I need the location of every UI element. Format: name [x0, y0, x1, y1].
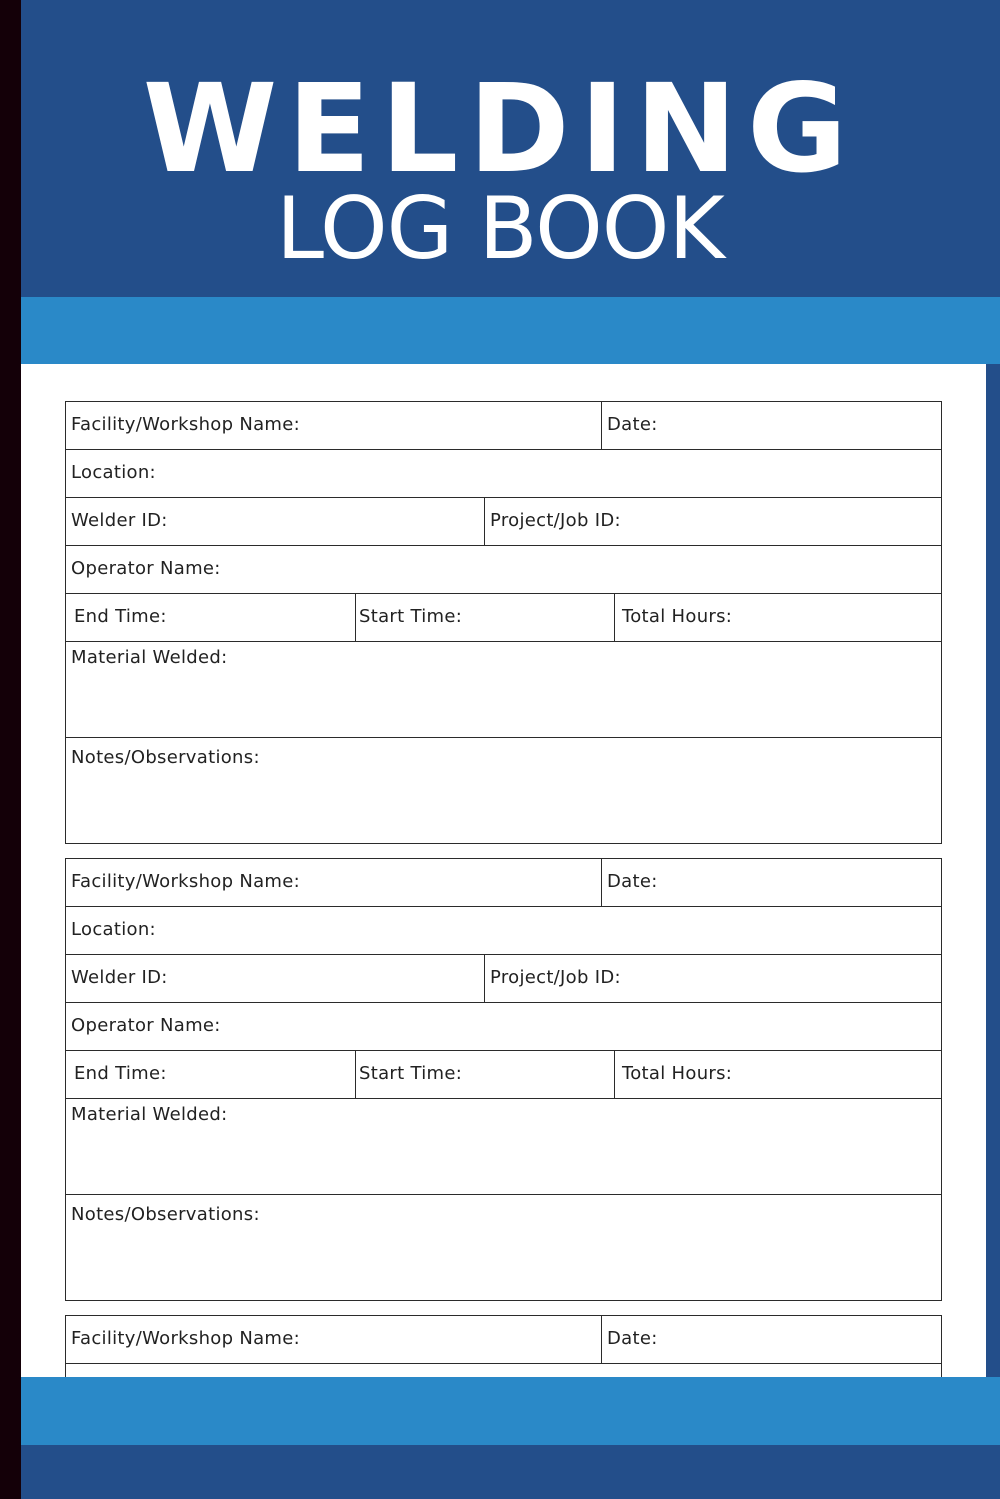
log-entry [65, 858, 942, 1301]
date-field[interactable] [601, 402, 941, 449]
welder-id-field[interactable] [66, 498, 484, 545]
operator-field[interactable] [66, 1003, 941, 1050]
total-hours-label: Total Hours: [622, 1063, 733, 1084]
facility-label: Facility/Workshop Name: [71, 871, 300, 892]
start-time-field[interactable] [355, 594, 614, 641]
material-row [65, 1098, 942, 1194]
location-row [65, 449, 942, 497]
welder-id-label: Welder ID: [71, 967, 168, 988]
cover-footer [21, 1445, 1000, 1499]
cover-subtitle: LOG BOOK [276, 179, 724, 279]
material-field[interactable] [66, 1099, 941, 1194]
location-field[interactable] [66, 1364, 941, 1377]
location-row [65, 906, 942, 954]
location-field[interactable] [66, 450, 941, 497]
top-accent-band [21, 297, 1000, 364]
facility-date-row [65, 858, 942, 906]
date-field[interactable] [601, 859, 941, 906]
operator-row [65, 1002, 942, 1050]
start-time-label: Start Time: [359, 606, 463, 627]
start-time-field[interactable] [355, 1051, 614, 1098]
notes-field[interactable] [66, 738, 941, 843]
ids-row [65, 954, 942, 1002]
operator-field[interactable] [66, 546, 941, 593]
date-label: Date: [607, 871, 658, 892]
operator-label: Operator Name: [71, 558, 221, 579]
cover-title: WELDING [142, 58, 858, 200]
welder-id-label: Welder ID: [71, 510, 168, 531]
notes-row [65, 737, 942, 844]
material-field[interactable] [66, 642, 941, 737]
end-time-field[interactable] [66, 594, 355, 641]
facility-field[interactable] [66, 402, 601, 449]
welder-id-field[interactable] [66, 955, 484, 1002]
location-row [65, 1363, 942, 1377]
end-time-field[interactable] [66, 1051, 355, 1098]
project-id-label: Project/Job ID: [490, 967, 621, 988]
facility-date-row [65, 401, 942, 449]
total-hours-field[interactable] [614, 594, 941, 641]
log-entry [65, 401, 942, 844]
time-row [65, 593, 942, 641]
operator-label: Operator Name: [71, 1015, 221, 1036]
date-label: Date: [607, 1328, 658, 1349]
operator-row [65, 545, 942, 593]
form-page [21, 364, 986, 1377]
material-label: Material Welded: [71, 1104, 228, 1125]
date-field[interactable] [601, 1316, 941, 1363]
project-id-label: Project/Job ID: [490, 510, 621, 531]
notes-field[interactable] [66, 1195, 941, 1300]
end-time-label: End Time: [74, 1063, 167, 1084]
location-label: Location: [71, 462, 156, 483]
project-id-field[interactable] [484, 955, 941, 1002]
notes-label: Notes/Observations: [71, 1204, 260, 1225]
notes-label: Notes/Observations: [71, 747, 260, 768]
facility-field[interactable] [66, 859, 601, 906]
project-id-field[interactable] [484, 498, 941, 545]
notes-row [65, 1194, 942, 1301]
total-hours-field[interactable] [614, 1051, 941, 1098]
facility-label: Facility/Workshop Name: [71, 414, 300, 435]
location-label: Location: [71, 919, 156, 940]
ids-row [65, 497, 942, 545]
log-entry [65, 1315, 942, 1377]
material-label: Material Welded: [71, 647, 228, 668]
bottom-accent-band [21, 1377, 1000, 1445]
total-hours-label: Total Hours: [622, 606, 733, 627]
facility-date-row [65, 1315, 942, 1363]
facility-field[interactable] [66, 1316, 601, 1363]
facility-label: Facility/Workshop Name: [71, 1328, 300, 1349]
location-field[interactable] [66, 907, 941, 954]
date-label: Date: [607, 414, 658, 435]
start-time-label: Start Time: [359, 1063, 463, 1084]
material-row [65, 641, 942, 737]
end-time-label: End Time: [74, 606, 167, 627]
time-row [65, 1050, 942, 1098]
